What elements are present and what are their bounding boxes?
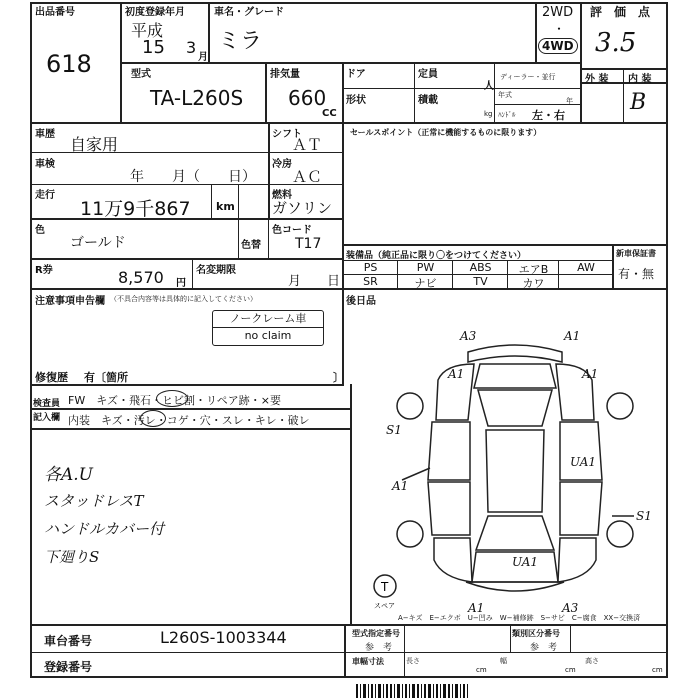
mileage-label: 走行 xyxy=(35,190,55,201)
car-name-label: 車名・グレード xyxy=(214,7,284,18)
damage-mark-rear-left: A1 xyxy=(468,601,485,615)
color-label: 色 xyxy=(35,225,45,236)
person-unit: 人 xyxy=(484,81,494,92)
registration-month: 3 xyxy=(186,38,197,57)
color-change-label: 色替 xyxy=(241,240,261,251)
shift: ＡＴ xyxy=(292,136,323,154)
km-unit: km xyxy=(216,200,235,213)
era: 平成 xyxy=(131,21,164,40)
chassis-number: L260S-1003344 xyxy=(160,628,287,647)
damage-mark-left-sill: S1 xyxy=(386,423,402,437)
handle-value: 左・右 xyxy=(532,109,565,122)
new-car-warranty-value: 有・無 xyxy=(618,267,655,281)
dealer-label: ディーラー・並行 xyxy=(500,73,556,81)
no-claim-jp: ノークレーム車 xyxy=(229,312,307,325)
lot-number: 618 xyxy=(46,50,92,78)
color: ゴールド xyxy=(70,235,126,251)
usage-label: 車歴 xyxy=(35,129,55,140)
year-unit: 年 xyxy=(566,97,573,105)
drive-2wd: 2WD xyxy=(542,5,574,20)
type-cert-label: 型式指定番号 xyxy=(352,629,400,638)
model-label: 型式 xyxy=(131,69,151,80)
handwritten-note-2: スタッドレスT xyxy=(44,492,144,510)
name-change-label: 名変期限 xyxy=(196,265,236,276)
cc-unit: CC xyxy=(322,108,337,119)
drive-dot: ・ xyxy=(553,22,566,36)
load-label: 積載 xyxy=(418,95,438,106)
class-number-label: 類別区分番号 xyxy=(512,629,560,638)
rating-label: 評 価 点 xyxy=(590,5,651,19)
drive-4wd-circled: 4WD xyxy=(538,38,578,54)
handle-label: ﾊﾝﾄﾞﾙ xyxy=(498,111,516,119)
damage-mark-front-left: A3 xyxy=(460,329,477,343)
equip-sr: SR xyxy=(363,275,378,288)
damage-mark-right-fender: A1 xyxy=(582,367,599,381)
no-claim-en: no claim xyxy=(213,327,323,344)
usage: 自家用 xyxy=(70,135,119,154)
length-label: 長さ xyxy=(406,657,420,665)
shift-label: シフト xyxy=(272,129,302,140)
length-cm: cm xyxy=(476,666,487,674)
class-number-value: 参 考 xyxy=(530,643,558,653)
inspector-label: 検査員 xyxy=(33,399,61,409)
damage-mark-right-door: UA1 xyxy=(570,455,597,469)
entry-label: 記入欄 xyxy=(33,413,61,423)
damage-legend: A−キズ E−エクボ U−凹み W−補修跡 S−サビ C−腐食 XX−交換済 xyxy=(398,614,641,622)
damage-mark-rear-right: A3 xyxy=(562,601,579,615)
notes-instruction: （不具合内容等は具体的に記入してください） xyxy=(110,295,257,303)
repair-history-close: 〕 xyxy=(333,371,344,384)
equip-leather: カワ xyxy=(522,277,545,290)
circled-stone-chip xyxy=(156,390,188,407)
damage-mark-left-fender: A1 xyxy=(448,367,465,381)
handwritten-note-3: ハンドルカバー付 xyxy=(44,520,165,538)
fuel-label: 燃料 xyxy=(272,190,292,201)
first-registration-label: 初度登録年月 xyxy=(125,7,185,18)
recycle-label: R券 xyxy=(35,265,53,276)
no-claim-box xyxy=(212,310,324,346)
equip-airbag: エアB xyxy=(518,263,549,276)
interior-grade: B xyxy=(630,90,647,115)
repair-history-value: 有〔箇所 xyxy=(84,371,128,384)
recycle-fee: 8,570 xyxy=(118,268,164,287)
aircon: ＡＣ xyxy=(292,168,323,186)
exterior-label: 外 装 xyxy=(585,74,609,85)
rating-score: 3.5 xyxy=(595,28,637,58)
model-code: TA-L260S xyxy=(150,86,244,110)
fw-inspection-line: FW キズ・飛石・ヒビ割・リペア跡・×要 xyxy=(68,394,281,407)
fuel: ガソリン xyxy=(272,199,333,217)
damage-mark-left-door: A1 xyxy=(392,479,409,493)
registration-year: 15 xyxy=(142,37,165,58)
width-label: 幅 xyxy=(500,657,507,665)
circled-stain xyxy=(140,410,166,427)
spare-label: スペア xyxy=(374,602,395,610)
barcode xyxy=(356,684,476,698)
color-code-label: 色コード xyxy=(272,225,312,236)
color-code: T17 xyxy=(295,236,322,252)
displacement: 660 xyxy=(288,86,327,110)
equip-ps: PS xyxy=(363,261,378,274)
inspection-date: 年 月（ 日） xyxy=(130,169,256,185)
door-label: ドア xyxy=(346,69,366,80)
name-change-date: 月 日 xyxy=(288,274,341,289)
shape-label: 形状 xyxy=(346,95,366,106)
equip-navi: ナビ xyxy=(414,277,437,290)
car-name: ミラ xyxy=(218,29,263,54)
equip-pw: PW xyxy=(416,261,435,274)
spare-tire-mark: T xyxy=(381,580,389,594)
inspection-label: 車検 xyxy=(35,159,55,170)
chassis-number-label: 車台番号 xyxy=(44,634,93,648)
width-cm: cm xyxy=(565,666,576,674)
repair-history-label: 修復歴 xyxy=(35,371,68,384)
after-items-label: 後日品 xyxy=(346,296,376,307)
height-label: 高さ xyxy=(585,657,599,665)
kg-unit: kg xyxy=(484,110,493,118)
equip-aw: AW xyxy=(577,261,595,274)
sales-points-label: セールスポイント（正常に機能するものに限ります） xyxy=(350,128,542,137)
vehicle-dims-label: 車幅寸法 xyxy=(352,657,384,666)
equip-abs: ABS xyxy=(469,261,492,274)
equipment-label: 装備品（純正品に限り〇をつけてください） xyxy=(346,251,527,261)
interior-label: 内 装 xyxy=(628,74,652,85)
aircon-label: 冷房 xyxy=(272,159,292,170)
height-cm: cm xyxy=(652,666,663,674)
new-car-warranty-label: 新車保証書 xyxy=(616,249,656,258)
month-unit: 月 xyxy=(198,52,208,63)
car-damage-diagram xyxy=(350,320,666,620)
lot-number-label: 出品番号 xyxy=(35,7,75,18)
damage-mark-front-right: A1 xyxy=(564,329,581,343)
capacity-label: 定員 xyxy=(418,69,438,80)
damage-mark-right-sill: S1 xyxy=(636,509,652,523)
interior-inspection-line: 内装 キズ・汚レ・コゲ・穴・スレ・キレ・破レ xyxy=(68,414,310,427)
handwritten-note-1: 各A.U xyxy=(44,465,94,485)
nenshiki-label: 年式 xyxy=(498,91,512,99)
mileage: 11万9千867 xyxy=(80,198,191,220)
displacement-label: 排気量 xyxy=(270,69,300,80)
notes-label: 注意事項申告欄 xyxy=(35,296,105,307)
yen-unit: 円 xyxy=(176,278,186,289)
handwritten-note-4: 下廻りS xyxy=(44,548,100,566)
damage-mark-tailgate: UA1 xyxy=(512,555,539,569)
equip-tv: TV xyxy=(473,275,488,288)
registration-number-label: 登録番号 xyxy=(44,660,93,674)
type-cert-value: 参 考 xyxy=(365,643,393,653)
